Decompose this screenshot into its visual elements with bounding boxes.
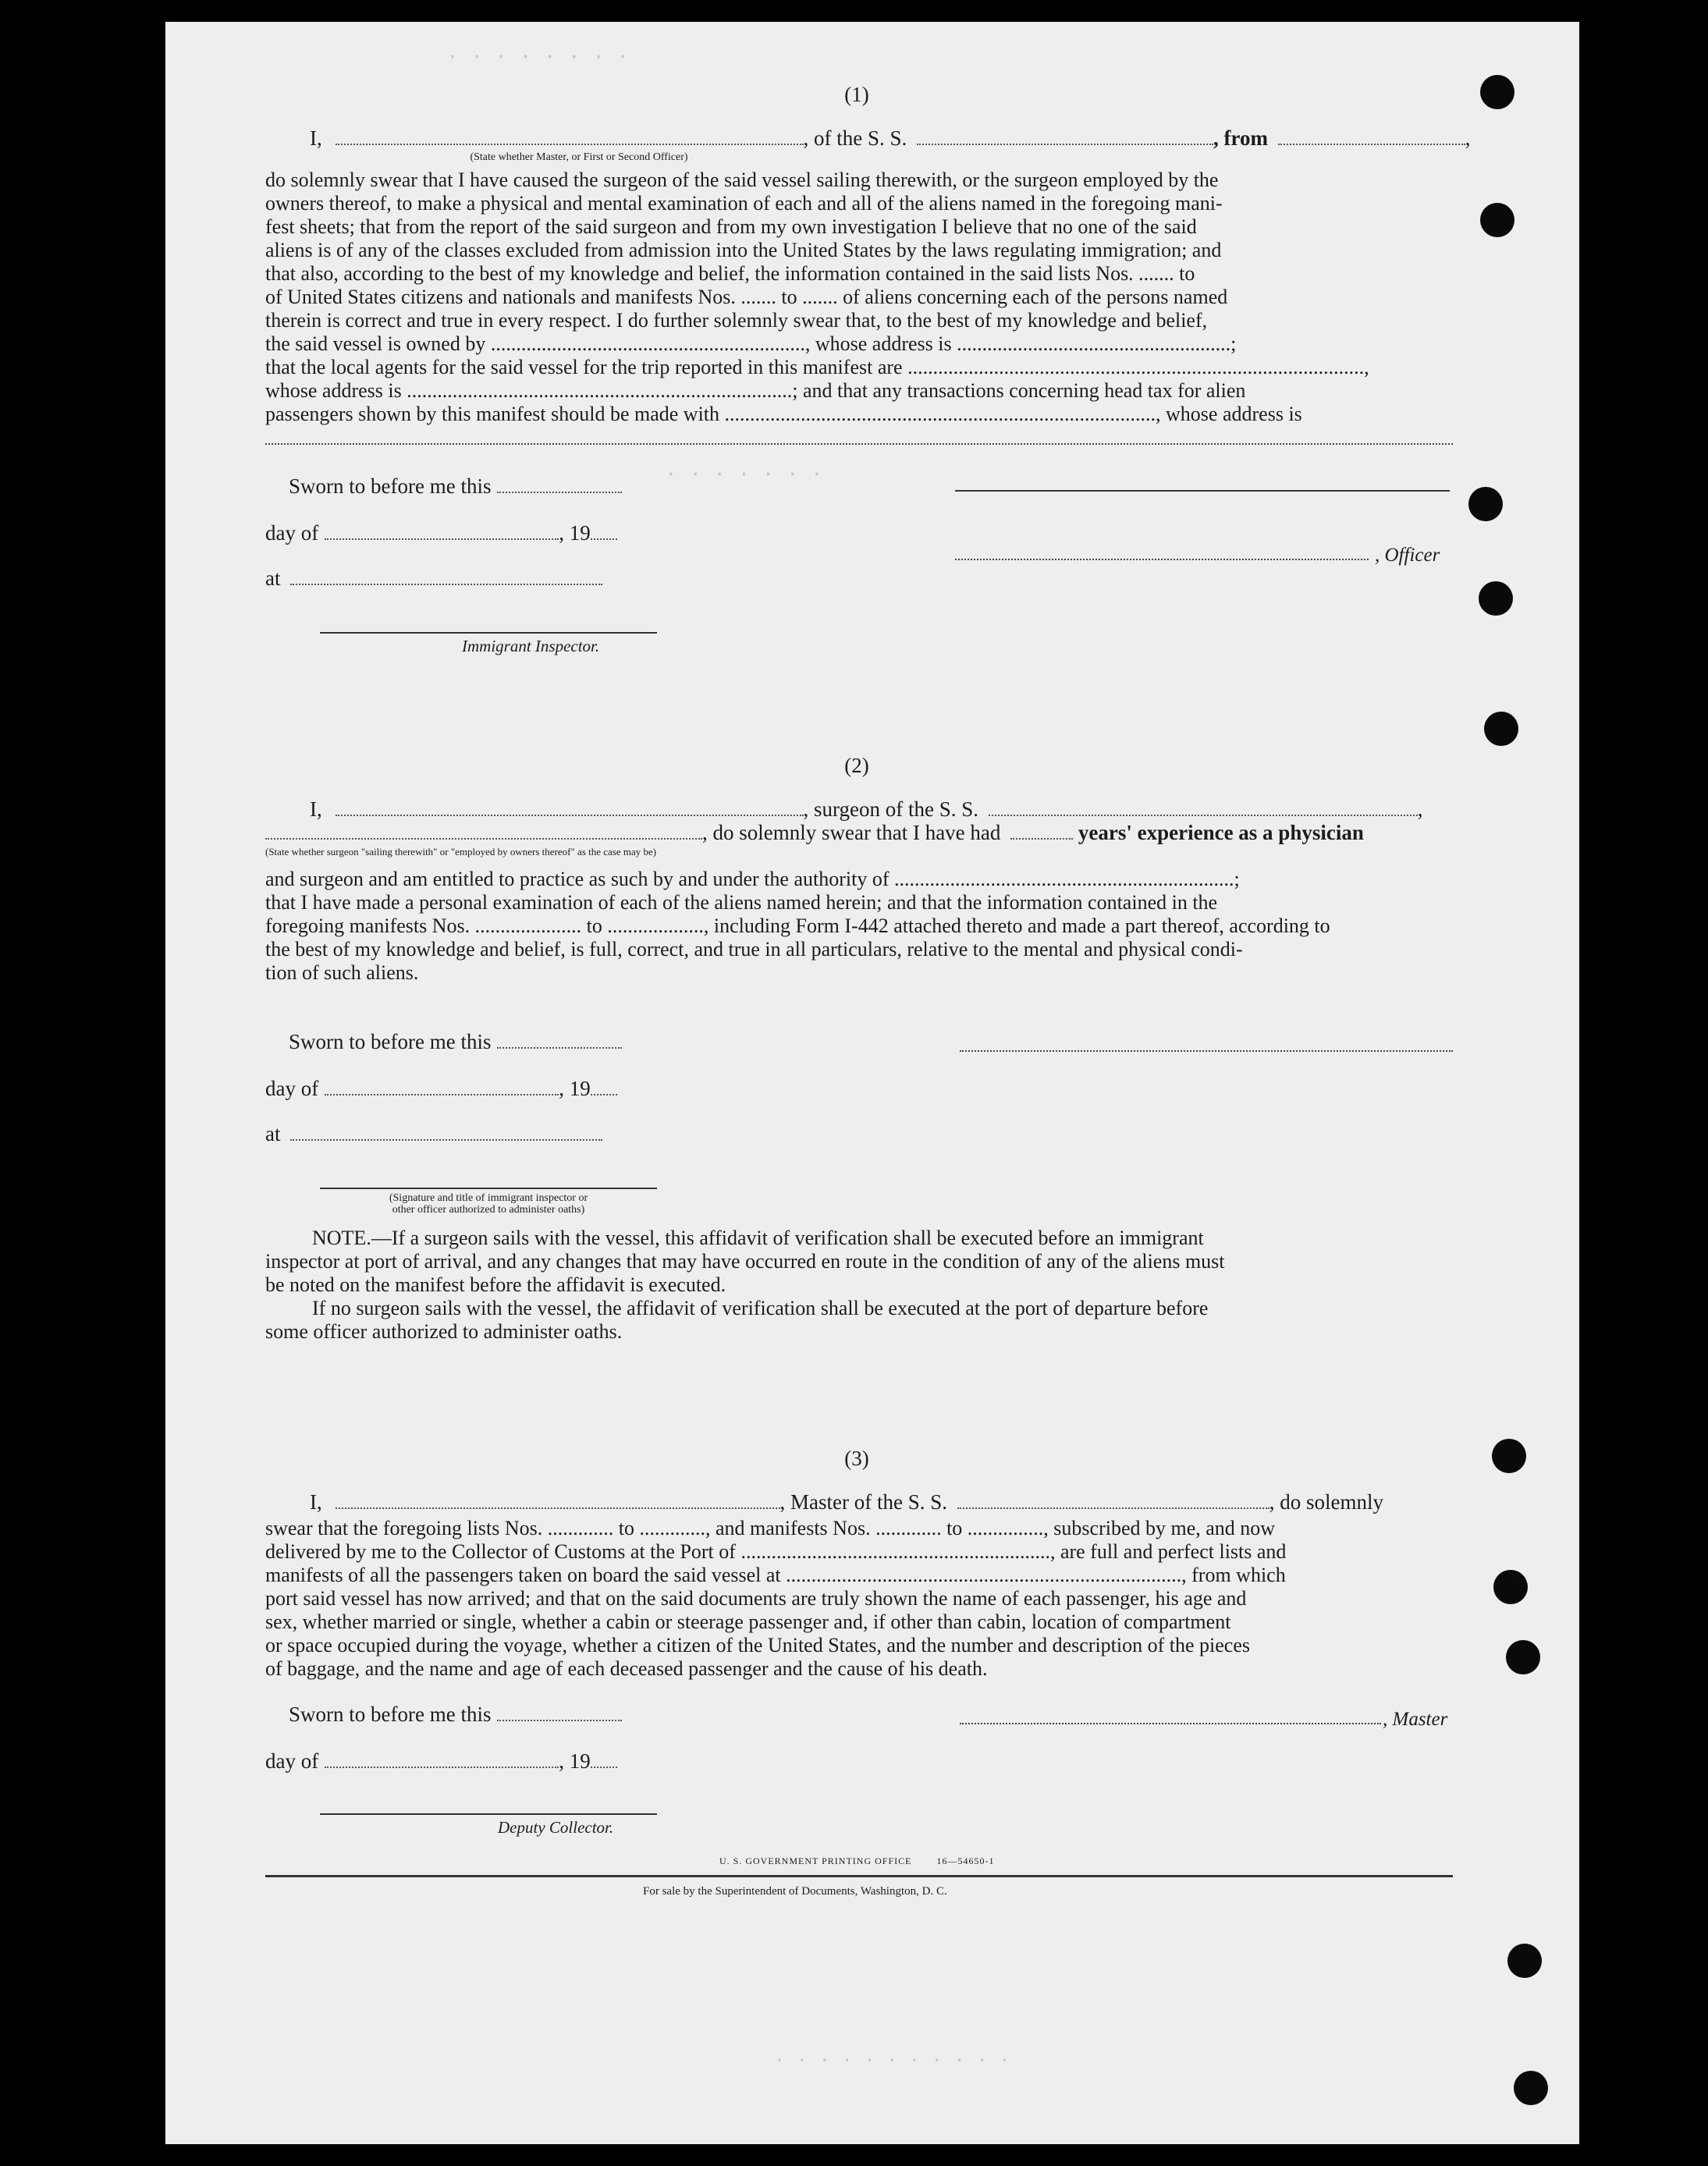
signature-caption: other officer authorized to administer oaths) bbox=[392, 1204, 585, 1216]
master-signature-line[interactable] bbox=[960, 1723, 1381, 1724]
note-line: NOTE.—If a surgeon sails with the vessel, this affidavit of verification shall be executed before an immigrant bbox=[312, 1227, 1204, 1249]
sworn-day-field[interactable] bbox=[497, 1720, 622, 1721]
sale-notice: For sale by the Superintendent of Documents, Washington, D. C. bbox=[643, 1885, 947, 1898]
deputy-collector-caption: Deputy Collector. bbox=[498, 1818, 614, 1837]
surgeon-name-field[interactable] bbox=[336, 815, 804, 816]
month-field[interactable] bbox=[325, 1094, 559, 1095]
surgeon-status-field[interactable] bbox=[265, 838, 702, 840]
oath-line: that also, according to the best of my knowledge and belief, the information contained in the said lists Nos. ....... to bbox=[265, 262, 1195, 285]
immigrant-inspector-caption: Immigrant Inspector. bbox=[462, 637, 600, 655]
section-1-oath-text bbox=[265, 169, 1453, 426]
deputy-signature-line[interactable] bbox=[320, 1813, 657, 1815]
officer-rank-field[interactable] bbox=[336, 144, 804, 145]
punch-hole-icon bbox=[1480, 203, 1514, 237]
oath-line: aliens is of any of the classes excluded from admission into the United States by the laws regulating immigration; and bbox=[265, 239, 1222, 261]
punch-hole-icon bbox=[1484, 712, 1518, 746]
oath-line: of United States citizens and nationals and manifests Nos. ....... to ....... of aliens concerning each of the persons named bbox=[265, 286, 1228, 308]
punch-hole-icon bbox=[1479, 581, 1513, 616]
years-field[interactable] bbox=[1010, 838, 1073, 840]
inspector-signature-line[interactable] bbox=[320, 1188, 657, 1189]
note-line: inspector at port of arrival, and any changes that may have occurred en route in the condition of any of the aliens must bbox=[265, 1250, 1225, 1273]
origin-port-field[interactable] bbox=[1278, 144, 1465, 145]
note-text bbox=[265, 1227, 1453, 1344]
oath-line: whose address is ............................................................................; and that any transactions concerning head tax for alien bbox=[265, 379, 1246, 402]
address-blank-line[interactable] bbox=[265, 443, 1453, 445]
punch-hole-icon bbox=[1493, 1570, 1528, 1604]
form-page bbox=[165, 22, 1579, 2144]
gpo-imprint: U. S. GOVERNMENT PRINTING OFFICE 16—54650-1 bbox=[719, 1855, 995, 1866]
oath-line: and surgeon and am entitled to practice as such by and under the authority of ...................................................................; bbox=[265, 868, 1240, 890]
bleed-through-text: · · · · · · · · bbox=[446, 45, 630, 69]
footer-rule bbox=[265, 1875, 1453, 1877]
oath-line: fest sheets; that from the report of the said surgeon and from my own investigation I believe that no one of the said bbox=[265, 215, 1197, 238]
oath-line: that I have made a personal examination of each of the aliens named herein; and that the information contained in the bbox=[265, 891, 1218, 914]
vessel-name-field[interactable] bbox=[917, 144, 1213, 145]
oath-line: owners thereof, to make a physical and mental examination of each and all of the aliens named in the foregoing mani- bbox=[265, 192, 1223, 215]
caption-surgeon-status: (State whether surgeon "sailing therewith" or "employed by owners thereof" as the case may be) bbox=[265, 846, 657, 858]
year-field[interactable] bbox=[591, 1094, 617, 1095]
at-line: at bbox=[265, 1122, 602, 1146]
oath-line: do solemnly swear that I have caused the surgeon of the said vessel sailing therewith, or the surgeon employed by the bbox=[265, 169, 1219, 191]
oath-line: sex, whether married or single, whether a cabin or steerage passenger and, if other than cabin, location of compartment bbox=[265, 1610, 1231, 1633]
place-field[interactable] bbox=[290, 584, 602, 585]
note-line: some officer authorized to administer oaths. bbox=[265, 1320, 623, 1343]
punch-hole-icon bbox=[1506, 1640, 1540, 1674]
surgeon-line-1: I, , surgeon of the S. S. , bbox=[310, 797, 1423, 821]
surgeon-signature-line[interactable] bbox=[960, 1050, 1453, 1052]
officer-caption: , Officer bbox=[1375, 545, 1440, 566]
note-line: If no surgeon sails with the vessel, the affidavit of verification shall be executed at the port of departure before bbox=[312, 1297, 1209, 1319]
section-1-heading: (1) bbox=[844, 83, 869, 106]
master-line-1: I, , Master of the S. S. , do solemnly bbox=[310, 1490, 1383, 1514]
month-field[interactable] bbox=[325, 1767, 559, 1768]
day-of-line: day of , 19 bbox=[265, 521, 617, 545]
oath-line: the best of my knowledge and belief, is full, correct, and true in all particulars, relative to the mental and physical condi- bbox=[265, 938, 1243, 960]
oath-line: therein is correct and true in every respect. I do further solemnly swear that, to the best of my knowledge and belief, bbox=[265, 309, 1208, 332]
year-field[interactable] bbox=[591, 1767, 617, 1768]
oath-line: manifests of all the passengers taken on board the said vessel at .............................................................................., from which bbox=[265, 1564, 1286, 1586]
oath-line: passengers shown by this manifest should be made with ....................................................................................., whose address is bbox=[265, 403, 1302, 425]
master-name-field[interactable] bbox=[336, 1507, 780, 1509]
surgeon-line-2: , do solemnly swear that I have had years' experience as a physician bbox=[265, 821, 1364, 845]
month-field[interactable] bbox=[325, 538, 559, 540]
surgeon-vessel-field[interactable] bbox=[989, 815, 1418, 816]
sworn-day-field[interactable] bbox=[497, 492, 622, 493]
oath-line: swear that the foregoing lists Nos. ............. to ............., and manifests Nos. ............. to ..............., subscribed by me, and now bbox=[265, 1517, 1276, 1539]
punch-hole-icon bbox=[1507, 1944, 1542, 1978]
oath-line: port said vessel has now arrived; and that on the said documents are truly shown the name of each passenger, his age and bbox=[265, 1587, 1247, 1610]
oath-line: delivered by me to the Collector of Customs at the Port of ............................................................., are full and perfect lists and bbox=[265, 1540, 1287, 1563]
officer-signature-line[interactable] bbox=[955, 559, 1369, 560]
note-line: be noted on the manifest before the affidavit is executed. bbox=[265, 1273, 726, 1296]
caption-officer-rank: (State whether Master, or First or Second Officer) bbox=[470, 151, 688, 163]
officer-blank-line[interactable] bbox=[955, 490, 1450, 492]
year-field[interactable] bbox=[591, 538, 617, 540]
section-3-oath-text bbox=[265, 1517, 1453, 1681]
bleed-through-text: · · · · · · · · · · · bbox=[774, 2051, 1010, 2072]
at-line: at bbox=[265, 566, 602, 591]
oath-line: tion of such aliens. bbox=[265, 961, 419, 984]
signature-caption: (Signature and title of immigrant inspector or bbox=[389, 1192, 588, 1204]
section-3-heading: (3) bbox=[844, 1447, 869, 1470]
sworn-line: Sworn to before me this bbox=[289, 1030, 622, 1054]
oath-line: that the local agents for the said vessel for the trip reported in this manifest are .........................................................................................., bbox=[265, 356, 1369, 378]
sworn-day-field[interactable] bbox=[497, 1047, 622, 1049]
oath-line: or space occupied during the voyage, whether a citizen of the United States, and the number and description of the pieces bbox=[265, 1634, 1251, 1656]
section-2-heading: (2) bbox=[844, 754, 869, 777]
place-field[interactable] bbox=[290, 1139, 602, 1141]
punch-hole-icon bbox=[1514, 2071, 1548, 2105]
oath-line: of baggage, and the name and age of each deceased passenger and the cause of his death. bbox=[265, 1657, 988, 1680]
day-of-line: day of , 19 bbox=[265, 1077, 617, 1101]
sworn-line: Sworn to before me this bbox=[289, 474, 622, 499]
sworn-line: Sworn to before me this bbox=[289, 1703, 622, 1727]
oath-line: foregoing manifests Nos. ..................... to ..................., including Form I-442 attached thereto and made a part thereof, according to bbox=[265, 914, 1330, 937]
bleed-through-text: · · · · · · · bbox=[665, 463, 823, 486]
master-vessel-field[interactable] bbox=[957, 1507, 1269, 1509]
day-of-line: day of , 19 bbox=[265, 1749, 617, 1774]
oath-line-1: I, , of the S. S. , from , bbox=[310, 126, 1471, 150]
inspector-signature-line[interactable] bbox=[320, 632, 657, 634]
section-2-oath-text bbox=[265, 868, 1453, 985]
oath-line: the said vessel is owned by .............................................................., whose address is ......................................................; bbox=[265, 332, 1237, 355]
master-caption: , Master bbox=[1383, 1709, 1448, 1730]
punch-hole-icon bbox=[1468, 487, 1503, 521]
